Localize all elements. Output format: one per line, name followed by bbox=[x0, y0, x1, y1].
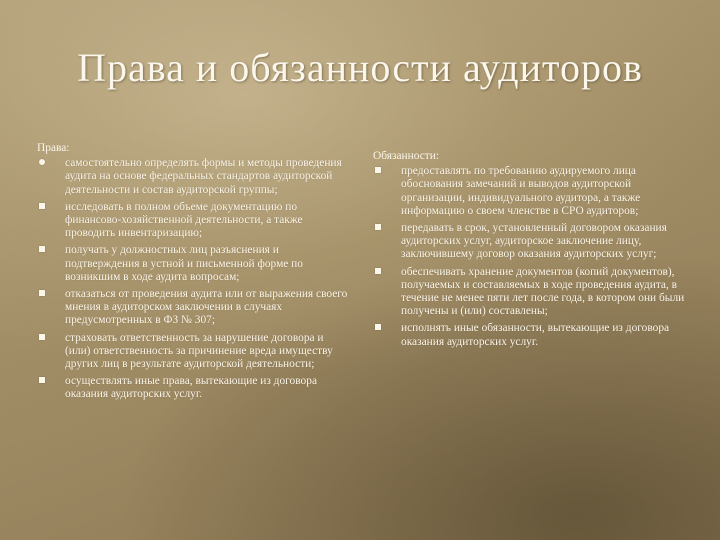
rights-list bbox=[37, 157, 348, 401]
rights-item-text: самостоятельно определять формы и методы проведения аудита на основе федеральных стандартов аудиторской деятельности и состав аудиторской группы; bbox=[65, 157, 342, 196]
duties-item-text: исполнять иные обязанности, вытекающие из договора оказания аудиторских услуг. bbox=[401, 322, 670, 348]
rights-heading: Права: bbox=[37, 142, 70, 154]
rights-list-item bbox=[37, 157, 348, 197]
duties-item-text: передавать в срок, установленный договором оказания аудиторских услуг, аудиторское заключение лицу, заключившему договор оказания аудиторских услуг; bbox=[401, 222, 667, 261]
rights-list-item bbox=[37, 244, 348, 284]
rights-column bbox=[37, 142, 348, 406]
slide-title: Права и обязанности аудиторов bbox=[77, 45, 643, 90]
square-bullet-icon bbox=[375, 324, 381, 330]
rights-list-item bbox=[37, 375, 348, 401]
round-bullet-icon bbox=[39, 159, 45, 165]
square-bullet-icon bbox=[39, 246, 45, 252]
rights-item-text: получать у должностных лиц разъяснения и подтверждения в устной и письменной форме по возникшим в ходе аудита вопросам; bbox=[65, 244, 303, 283]
duties-column bbox=[373, 150, 691, 353]
square-bullet-icon bbox=[375, 224, 381, 230]
square-bullet-icon bbox=[39, 203, 45, 209]
rights-item-text: отказаться от проведения аудита или от выражения своего мнения в аудиторском заключении в случаях предусмотренных в ФЗ № 307; bbox=[65, 288, 348, 327]
square-bullet-icon bbox=[375, 167, 381, 173]
duties-list bbox=[373, 165, 691, 349]
duties-list-item bbox=[373, 222, 691, 262]
square-bullet-icon bbox=[375, 268, 381, 274]
rights-list-item bbox=[37, 332, 348, 372]
duties-item-text: обеспечивать хранение документов (копий документов), получаемых и составляемых в ходе проведения аудита, в течение не менее пяти лет после года, в котором они были получены и (или) составлены; bbox=[401, 265, 685, 318]
duties-list-item bbox=[373, 322, 691, 348]
square-bullet-icon bbox=[39, 290, 45, 296]
duties-list-item bbox=[373, 266, 691, 319]
rights-item-text: исследовать в полном объеме документацию по финансово-хозяйственной деятельности, а также проводить инвентаризацию; bbox=[65, 200, 303, 240]
square-bullet-icon bbox=[39, 334, 45, 340]
duties-list-item bbox=[373, 165, 691, 218]
rights-list-item bbox=[37, 201, 348, 241]
duties-item-text: предоставлять по требованию аудируемого лица обоснования замечаний и выводов аудиторской организации, индивидуального аудитора, а также информацию о своем членстве в СРО аудиторов; bbox=[401, 165, 641, 217]
duties-heading: Обязанности: bbox=[373, 150, 439, 162]
square-bullet-icon bbox=[39, 377, 45, 383]
rights-list-item bbox=[37, 288, 348, 328]
rights-item-text: осуществлять иные права, вытекающие из договора оказания аудиторских услуг. bbox=[65, 375, 317, 401]
rights-item-text: страховать ответственность за нарушение договора и (или) ответственность за причинение вреда имуществу других лиц в результате аудиторской деятельности; bbox=[65, 331, 333, 371]
